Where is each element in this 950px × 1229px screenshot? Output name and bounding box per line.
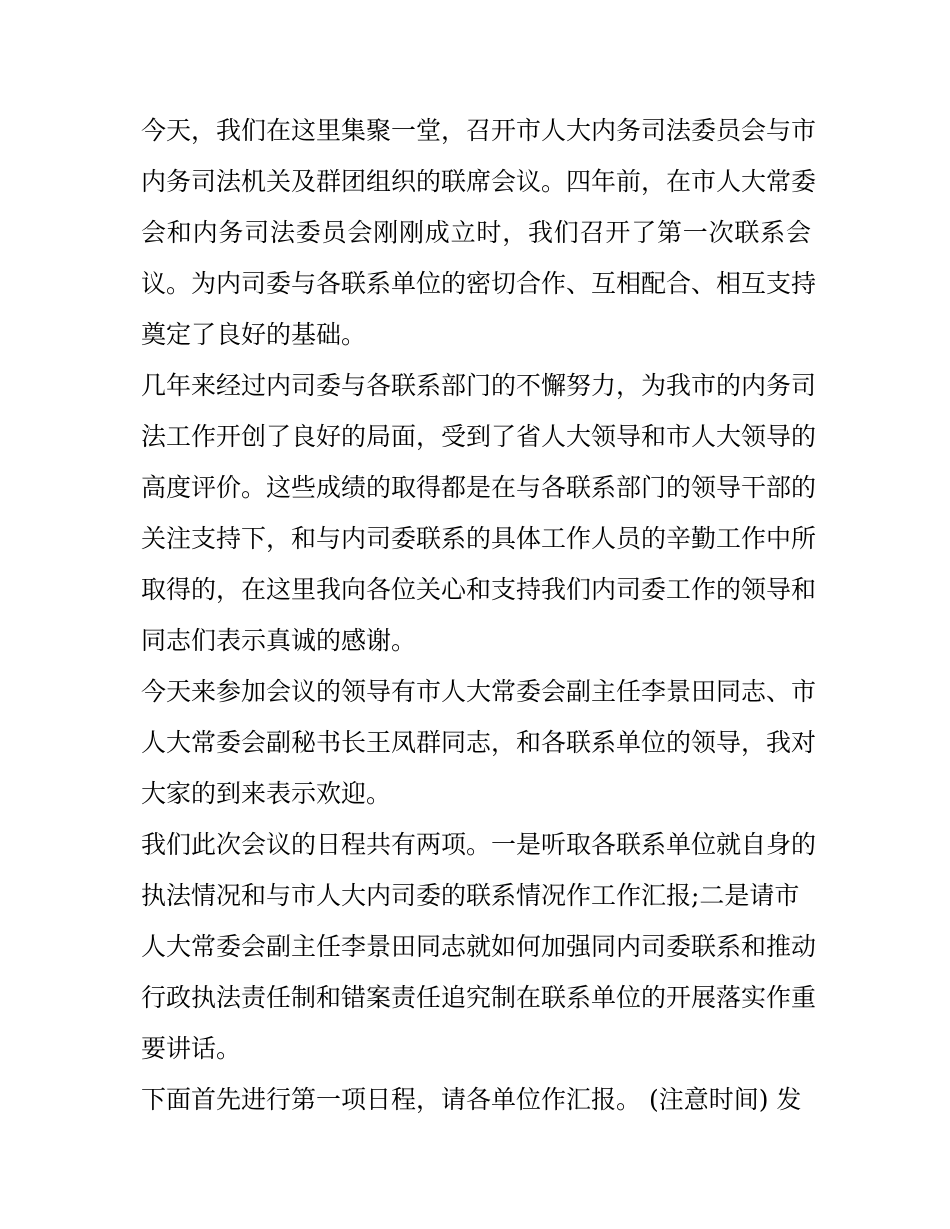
document-body <box>141 105 817 1125</box>
text-line: 要讲话。 <box>141 1034 242 1063</box>
paragraph-first-item <box>141 1074 811 1125</box>
text-line: 人大常委会副主任李景田同志就如何加强同内司委联系和推动 <box>141 932 817 961</box>
text-line: 今天来参加会议的领导有市人大常委会副主任李景田同志、市 <box>141 677 817 706</box>
text-line: 奠定了良好的基础。 <box>141 320 367 349</box>
text-line: 法工作开创了良好的局面，受到了省人大领导和市人大领导的 <box>141 422 817 451</box>
text-line: 我们此次会议的日程共有两项。一是听取各联系单位就自身的 <box>141 830 817 859</box>
text-line: 人大常委会副秘书长王凤群同志，和各联系单位的领导，我对 <box>141 728 817 757</box>
paragraph-opening <box>141 105 817 360</box>
text-line: 关注支持下，和与内司委联系的具体工作人员的辛勤工作中所 <box>141 524 817 553</box>
text-line: 下面首先进行第一项日程，请各单位作汇报。 (注意时间) 发 <box>141 1085 802 1114</box>
paragraph-agenda <box>141 819 817 1074</box>
text-line: 大家的到来表示欢迎。 <box>141 779 392 808</box>
text-line: 行政执法责任制和错案责任追究制在联系单位的开展落实作重 <box>141 983 817 1012</box>
text-line: 高度评价。这些成绩的取得都是在与各联系部门的领导干部的 <box>141 473 817 502</box>
text-line: 议。为内司委与各联系单位的密切合作、互相配合、相互支持 <box>141 269 817 298</box>
text-line: 执法情况和与市人大内司委的联系情况作工作汇报;二是请市 <box>141 881 800 910</box>
text-line: 同志们表示真诚的感谢。 <box>141 626 417 655</box>
text-line: 内务司法机关及群团组织的联席会议。四年前，在市人大常委 <box>141 167 817 196</box>
paragraph-attendees <box>141 666 817 819</box>
paragraph-achievements <box>141 360 817 666</box>
text-line: 今天，我们在这里集聚一堂，召开市人大内务司法委员会与市 <box>141 116 817 145</box>
text-line: 几年来经过内司委与各联系部门的不懈努力，为我市的内务司 <box>141 371 817 400</box>
text-line: 会和内务司法委员会刚刚成立时，我们召开了第一次联系会 <box>141 218 811 247</box>
text-line: 取得的，在这里我向各位关心和支持我们内司委工作的领导和 <box>141 575 817 604</box>
